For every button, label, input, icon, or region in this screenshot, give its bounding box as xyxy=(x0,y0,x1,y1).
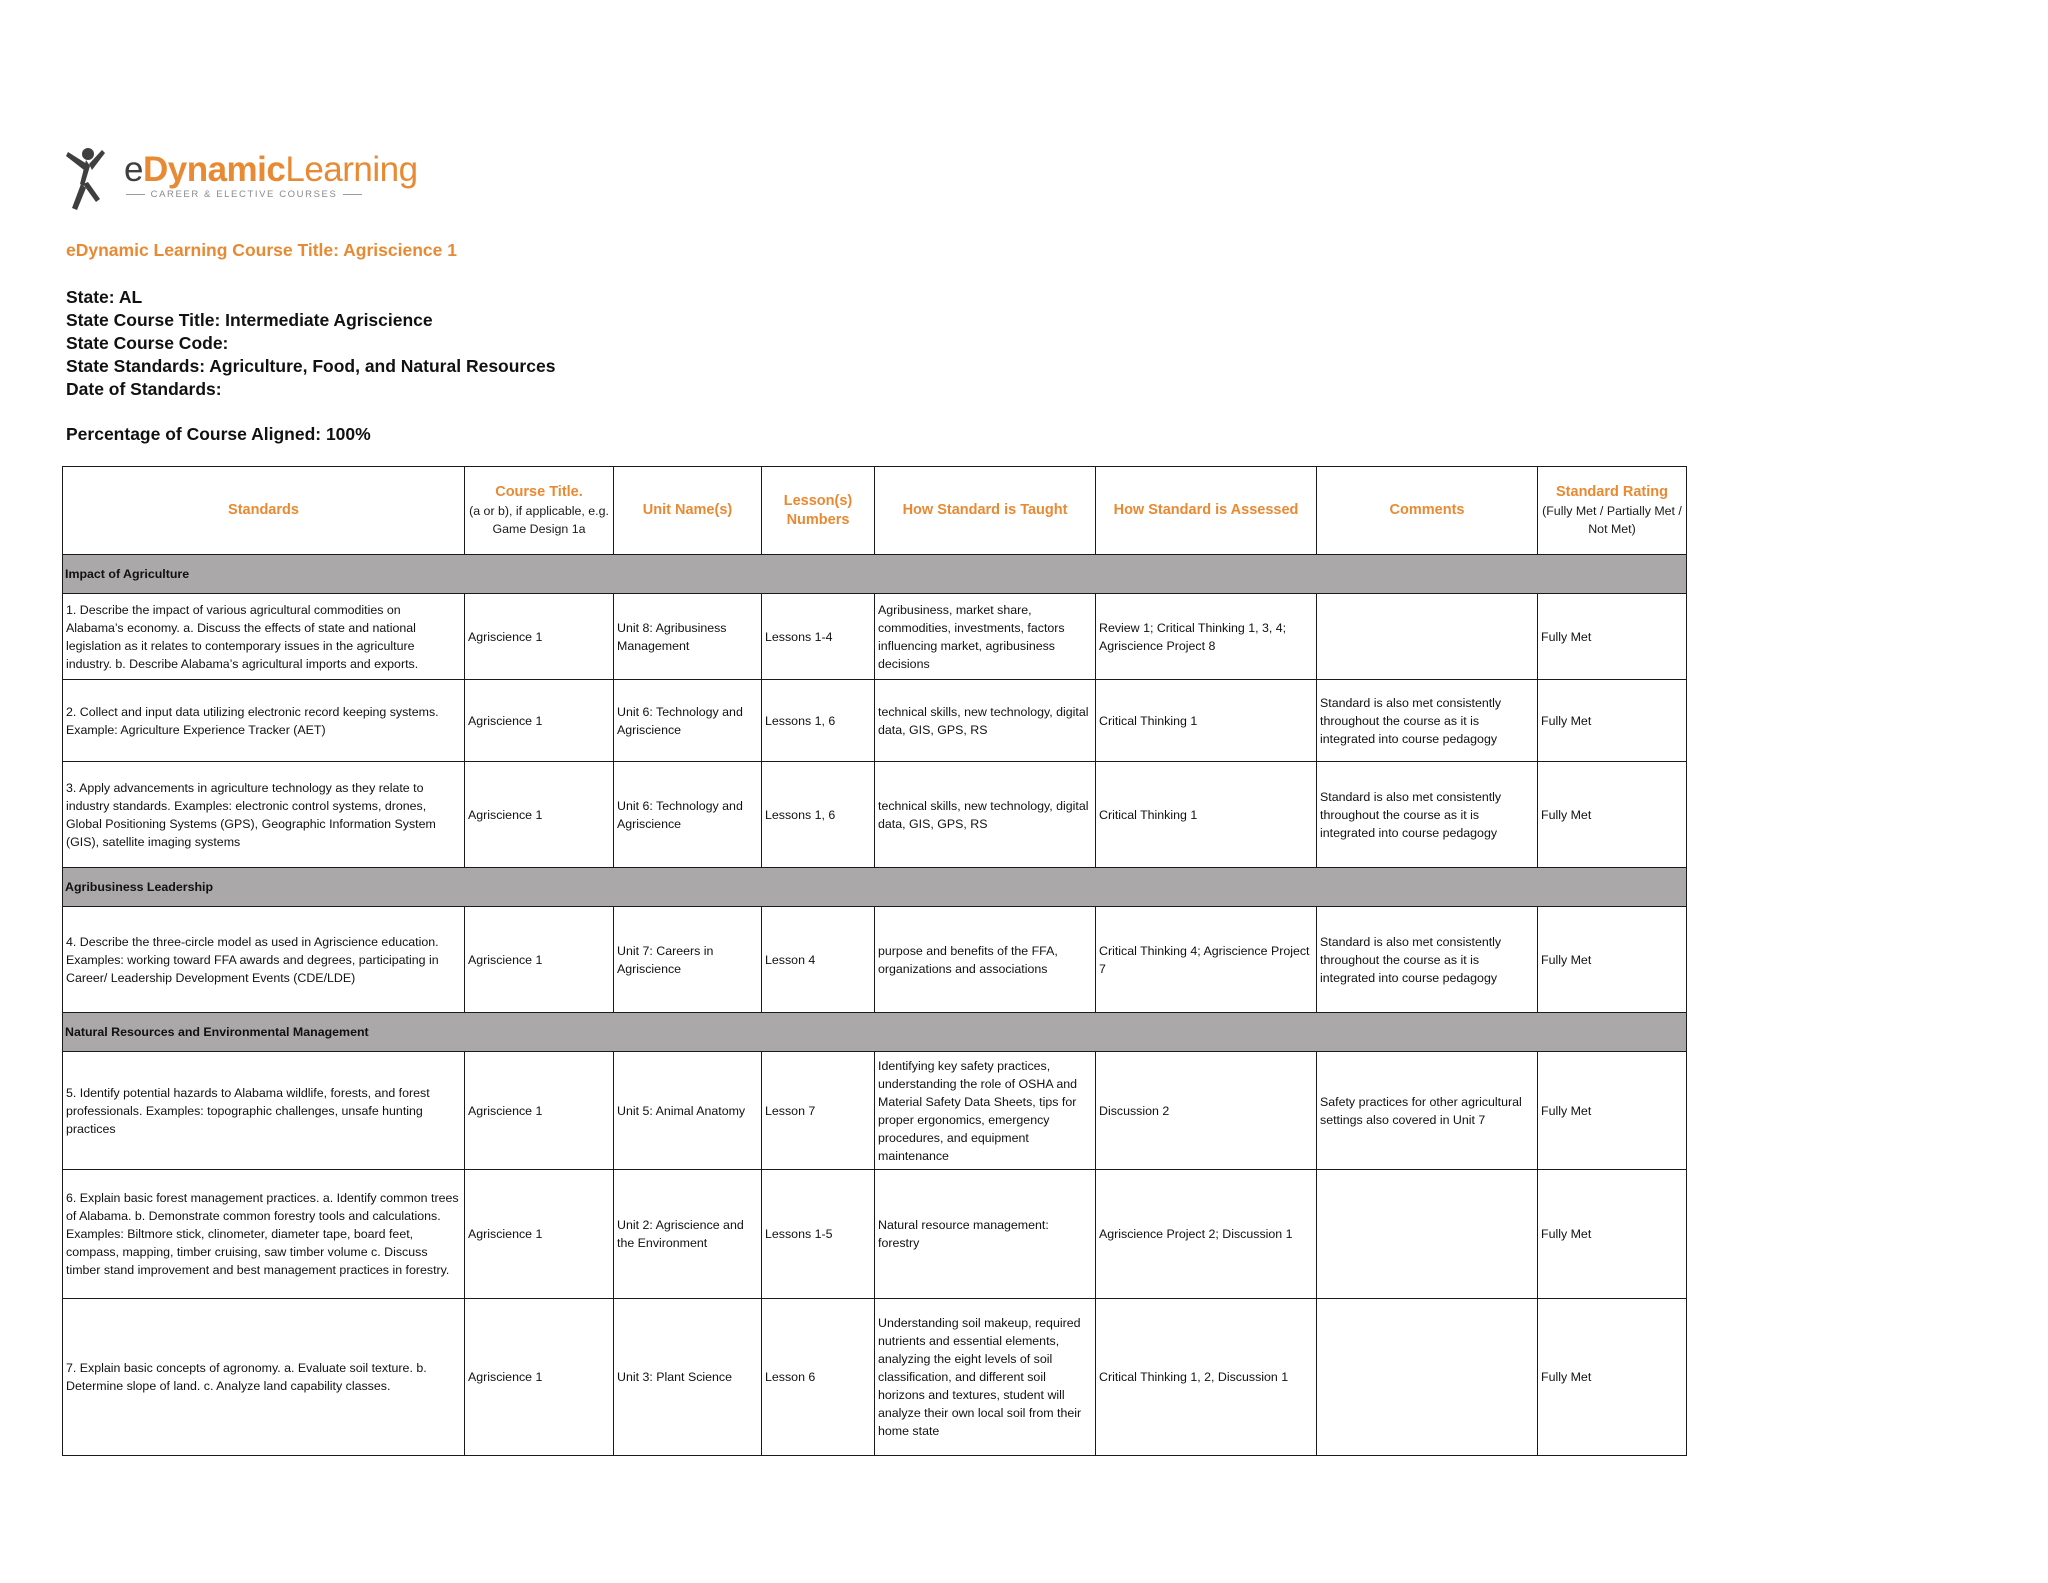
col-standards: Standards xyxy=(63,467,465,555)
date-of-standards: Date of Standards: xyxy=(66,379,222,399)
state-course-title: State Course Title: Intermediate Agriscience xyxy=(66,310,433,330)
section-title: Natural Resources and Environmental Management xyxy=(63,1013,1687,1052)
col-comments: Comments xyxy=(1317,467,1538,555)
table-row xyxy=(63,594,1687,680)
cell-rating: Fully Met xyxy=(1538,594,1687,680)
cell-standard: 2. Collect and input data utilizing electronic record keeping systems. Example: Agriculture Experience Tracker (AET) xyxy=(63,680,465,762)
cell-comments: Standard is also met consistently throughout the course as it is integrated into course pedagogy xyxy=(1317,680,1538,762)
col-lessons: Lesson(s) Numbers xyxy=(762,467,875,555)
cell-assessed: Critical Thinking 1 xyxy=(1096,762,1317,868)
cell-comments: Standard is also met consistently throughout the course as it is integrated into course pedagogy xyxy=(1317,762,1538,868)
cell-standard: 7. Explain basic concepts of agronomy. a. Evaluate soil texture. b. Determine slope of land. c. Analyze land capability classes. xyxy=(63,1299,465,1456)
course-title: eDynamic Learning Course Title: Agriscience 1 xyxy=(66,240,457,260)
logo-tagline: CAREER & ELECTIVE COURSES xyxy=(126,189,362,200)
cell-course: Agriscience 1 xyxy=(465,762,614,868)
cell-comments xyxy=(1317,1299,1538,1456)
cell-rating: Fully Met xyxy=(1538,907,1687,1013)
state-course-code: State Course Code: xyxy=(66,333,229,353)
cell-taught: purpose and benefits of the FFA, organizations and associations xyxy=(875,907,1096,1013)
cell-standard: 1. Describe the impact of various agricultural commodities on Alabama’s economy. a. Discuss the effects of state and national legislation as it relates to contemporary issues in the agriculture industry. b. Describe Alabama’s agricultural imports and exports. xyxy=(63,594,465,680)
logo-wordmark: eDynamicLearning xyxy=(124,150,418,189)
edynamic-logo xyxy=(58,144,418,212)
state-standards: State Standards: Agriculture, Food, and Natural Resources xyxy=(66,356,556,376)
cell-assessed: Critical Thinking 1 xyxy=(1096,680,1317,762)
standards-table xyxy=(62,466,1687,1456)
cell-lessons: Lessons 1-5 xyxy=(762,1170,875,1299)
cell-standard: 6. Explain basic forest management practices. a. Identify common trees of Alabama. b. Demonstrate common forestry tools and calculations. Examples: Biltmore stick, clinometer, diameter tape, board feet, compass, mapping, timber cruising, saw timber volume c. Discuss timber stand improvement and best management practices in forestry. xyxy=(63,1170,465,1299)
cell-rating: Fully Met xyxy=(1538,762,1687,868)
cell-unit: Unit 6: Technology and Agriscience xyxy=(614,762,762,868)
cell-comments: Standard is also met consistently throughout the course as it is integrated into course pedagogy xyxy=(1317,907,1538,1013)
cell-taught: Understanding soil makeup, required nutrients and essential elements, analyzing the eight levels of soil classification, and different soil horizons and textures, student will analyze their own local soil from their home state xyxy=(875,1299,1096,1456)
state: State: AL xyxy=(66,287,143,307)
cell-assessed: Agriscience Project 2; Discussion 1 xyxy=(1096,1170,1317,1299)
col-how-taught: How Standard is Taught xyxy=(875,467,1096,555)
cell-course: Agriscience 1 xyxy=(465,1170,614,1299)
jumping-figure-icon xyxy=(58,144,122,212)
cell-lessons: Lessons 1-4 xyxy=(762,594,875,680)
cell-comments xyxy=(1317,1170,1538,1299)
cell-assessed: Review 1; Critical Thinking 1, 3, 4; Agriscience Project 8 xyxy=(1096,594,1317,680)
cell-rating: Fully Met xyxy=(1538,1052,1687,1170)
table-row xyxy=(63,762,1687,868)
cell-assessed: Critical Thinking 4; Agriscience Project 7 xyxy=(1096,907,1317,1013)
cell-unit: Unit 2: Agriscience and the Environment xyxy=(614,1170,762,1299)
section-title: Agribusiness Leadership xyxy=(63,868,1687,907)
cell-standard: 5. Identify potential hazards to Alabama wildlife, forests, and forest professionals. Examples: topographic challenges, unsafe hunting practices xyxy=(63,1052,465,1170)
cell-course: Agriscience 1 xyxy=(465,594,614,680)
section-row xyxy=(63,1013,1687,1052)
percentage-aligned: Percentage of Course Aligned: 100% xyxy=(66,424,371,444)
cell-taught: technical skills, new technology, digital data, GIS, GPS, RS xyxy=(875,762,1096,868)
cell-course: Agriscience 1 xyxy=(465,680,614,762)
cell-standard: 4. Describe the three-circle model as used in Agriscience education. Examples: working toward FFA awards and degrees, participating in Career/ Leadership Development Events (CDE/LDE) xyxy=(63,907,465,1013)
cell-rating: Fully Met xyxy=(1538,680,1687,762)
cell-rating: Fully Met xyxy=(1538,1170,1687,1299)
table-row xyxy=(63,907,1687,1013)
cell-lessons: Lesson 4 xyxy=(762,907,875,1013)
cell-unit: Unit 3: Plant Science xyxy=(614,1299,762,1456)
cell-comments xyxy=(1317,594,1538,680)
cell-rating: Fully Met xyxy=(1538,1299,1687,1456)
cell-unit: Unit 7: Careers in Agriscience xyxy=(614,907,762,1013)
section-row xyxy=(63,555,1687,594)
col-unit-names: Unit Name(s) xyxy=(614,467,762,555)
col-course-title: Course Title. (a or b), if applicable, e.g. Game Design 1a xyxy=(465,467,614,555)
table-row xyxy=(63,680,1687,762)
cell-taught: Agribusiness, market share, commodities, investments, factors influencing market, agribusiness decisions xyxy=(875,594,1096,680)
table-row xyxy=(63,1052,1687,1170)
cell-course: Agriscience 1 xyxy=(465,1052,614,1170)
cell-unit: Unit 6: Technology and Agriscience xyxy=(614,680,762,762)
cell-lessons: Lesson 6 xyxy=(762,1299,875,1456)
section-row xyxy=(63,868,1687,907)
cell-standard: 3. Apply advancements in agriculture technology as they relate to industry standards. Examples: electronic control systems, drones, Global Positioning Systems (GPS), Geographic Information System (GIS), satellite imaging systems xyxy=(63,762,465,868)
table-row xyxy=(63,1170,1687,1299)
col-how-assessed: How Standard is Assessed xyxy=(1096,467,1317,555)
table-header-row xyxy=(63,467,1687,555)
cell-unit: Unit 5: Animal Anatomy xyxy=(614,1052,762,1170)
cell-assessed: Critical Thinking 1, 2, Discussion 1 xyxy=(1096,1299,1317,1456)
section-title: Impact of Agriculture xyxy=(63,555,1687,594)
cell-taught: Identifying key safety practices, understanding the role of OSHA and Material Safety Data Sheets, tips for proper ergonomics, emergency procedures, and equipment maintenance xyxy=(875,1052,1096,1170)
cell-lessons: Lesson 7 xyxy=(762,1052,875,1170)
cell-taught: Natural resource management: forestry xyxy=(875,1170,1096,1299)
cell-comments: Safety practices for other agricultural settings also covered in Unit 7 xyxy=(1317,1052,1538,1170)
cell-lessons: Lessons 1, 6 xyxy=(762,762,875,868)
cell-course: Agriscience 1 xyxy=(465,1299,614,1456)
course-metadata xyxy=(66,286,555,401)
cell-assessed: Discussion 2 xyxy=(1096,1052,1317,1170)
table-row xyxy=(63,1299,1687,1456)
col-rating: Standard Rating (Fully Met / Partially Met / Not Met) xyxy=(1538,467,1687,555)
cell-taught: technical skills, new technology, digital data, GIS, GPS, RS xyxy=(875,680,1096,762)
cell-course: Agriscience 1 xyxy=(465,907,614,1013)
cell-lessons: Lessons 1, 6 xyxy=(762,680,875,762)
cell-unit: Unit 8: Agribusiness Management xyxy=(614,594,762,680)
